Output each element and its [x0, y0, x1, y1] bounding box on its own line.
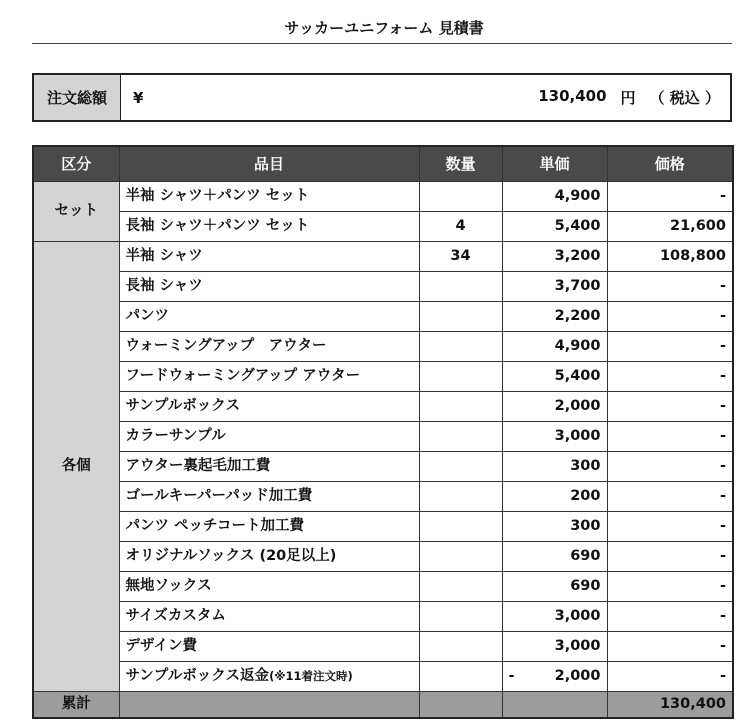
table-row — [33, 662, 733, 692]
order-total-label: 注文総額 — [33, 74, 121, 121]
table-row — [33, 542, 733, 572]
table-row — [33, 572, 733, 602]
negative-sign: - — [508, 668, 515, 684]
item-qty — [419, 542, 502, 572]
order-total-box — [32, 73, 732, 122]
refund-item-label: サンプルボックス返金 — [125, 668, 270, 684]
footer-empty-item — [119, 692, 419, 719]
item-name: フードウォーミングアップ アウター — [119, 362, 419, 392]
item-unit-price: 5,400 — [502, 362, 607, 392]
item-unit-price: 4,900 — [502, 182, 607, 212]
item-price: - — [607, 572, 733, 602]
item-name: サイズカスタム — [119, 602, 419, 632]
table-row — [33, 242, 733, 272]
item-qty — [419, 572, 502, 602]
item-price: - — [607, 272, 733, 302]
item-name: 半袖 シャツ＋パンツ セット — [119, 182, 419, 212]
header-item: 品目 — [119, 146, 419, 182]
table-row — [33, 632, 733, 662]
item-price: - — [607, 362, 733, 392]
item-unit-price: 3,000 — [502, 422, 607, 452]
item-qty: 4 — [419, 212, 502, 242]
item-name: デザイン費 — [119, 632, 419, 662]
footer-label: 累計 — [33, 692, 119, 719]
refund-item-note: (※11着注文時) — [269, 669, 353, 683]
document-title: サッカーユニフォーム 見積書 — [284, 19, 484, 37]
item-unit-price: 3,000 — [502, 632, 607, 662]
header-price: 価格 — [607, 146, 733, 182]
item-name: 半袖 シャツ — [119, 242, 419, 272]
header-qty: 数量 — [419, 146, 502, 182]
item-qty — [419, 182, 502, 212]
item-unit-price: 3,700 — [502, 272, 607, 302]
refund-unit-price: 2,000 — [554, 668, 601, 684]
footer-empty-unit — [502, 692, 607, 719]
item-unit-price: 690 — [502, 542, 607, 572]
item-unit-price — [502, 662, 607, 692]
tax-note: （ 税込 ） — [649, 89, 720, 107]
item-qty — [419, 482, 502, 512]
table-row — [33, 362, 733, 392]
item-name: アウター裏起毛加工費 — [119, 452, 419, 482]
item-qty — [419, 332, 502, 362]
item-name: パンツ — [119, 302, 419, 332]
category-each: 各個 — [33, 242, 119, 692]
item-price: - — [607, 662, 733, 692]
table-row — [33, 272, 733, 302]
item-name: ウォーミングアップ アウター — [119, 332, 419, 362]
table-row — [33, 422, 733, 452]
table-row — [33, 482, 733, 512]
table-row — [33, 302, 733, 332]
table-row — [33, 452, 733, 482]
item-price: - — [607, 302, 733, 332]
item-unit-price: 300 — [502, 452, 607, 482]
item-price: - — [607, 542, 733, 572]
item-qty — [419, 272, 502, 302]
item-price: 21,600 — [607, 212, 733, 242]
item-name: カラーサンプル — [119, 422, 419, 452]
item-qty — [419, 512, 502, 542]
item-unit-price: 2,000 — [502, 392, 607, 422]
item-price: - — [607, 632, 733, 662]
item-name: 長袖 シャツ＋パンツ セット — [119, 212, 419, 242]
item-price: - — [607, 332, 733, 362]
item-qty — [419, 392, 502, 422]
item-unit-price: 3,200 — [502, 242, 607, 272]
table-header-row — [33, 146, 733, 182]
item-unit-price: 3,000 — [502, 602, 607, 632]
item-price: - — [607, 602, 733, 632]
table-row — [33, 602, 733, 632]
item-unit-price: 2,200 — [502, 302, 607, 332]
item-unit-price: 200 — [502, 482, 607, 512]
item-name: オリジナルソックス (20足以上) — [119, 542, 419, 572]
item-qty — [419, 662, 502, 692]
order-total-amount: 130,400 — [538, 87, 607, 105]
item-unit-price: 5,400 — [502, 212, 607, 242]
table-row — [33, 332, 733, 362]
header-category: 区分 — [33, 146, 119, 182]
table-footer-row — [33, 692, 733, 719]
item-qty: 34 — [419, 242, 502, 272]
table-row — [33, 392, 733, 422]
quote-table — [32, 145, 734, 719]
category-set: セット — [33, 182, 119, 242]
item-qty — [419, 452, 502, 482]
item-price: 108,800 — [607, 242, 733, 272]
item-name: ゴールキーパーパッド加工費 — [119, 482, 419, 512]
table-row — [33, 182, 733, 212]
order-total-value — [121, 74, 732, 121]
footer-total: 130,400 — [607, 692, 733, 719]
item-price: - — [607, 392, 733, 422]
item-price: - — [607, 182, 733, 212]
header-unit-price: 単価 — [502, 146, 607, 182]
title-underline — [32, 43, 732, 44]
item-name: サンプルボックス — [119, 392, 419, 422]
item-unit-price: 300 — [502, 512, 607, 542]
table-row — [33, 512, 733, 542]
item-qty — [419, 422, 502, 452]
item-price: - — [607, 422, 733, 452]
item-qty — [419, 602, 502, 632]
item-qty — [419, 632, 502, 662]
item-price: - — [607, 512, 733, 542]
item-name: パンツ ペッチコート加工費 — [119, 512, 419, 542]
footer-empty-qty — [419, 692, 502, 719]
item-unit-price: 4,900 — [502, 332, 607, 362]
item-name: 長袖 シャツ — [119, 272, 419, 302]
item-name — [119, 662, 419, 692]
table-row — [33, 212, 733, 242]
currency-symbol: ¥ — [133, 88, 144, 107]
item-name: 無地ソックス — [119, 572, 419, 602]
item-qty — [419, 362, 502, 392]
item-price: - — [607, 452, 733, 482]
order-total-unit: 円 — [620, 89, 636, 107]
item-unit-price: 690 — [502, 572, 607, 602]
item-price: - — [607, 482, 733, 512]
item-qty — [419, 302, 502, 332]
